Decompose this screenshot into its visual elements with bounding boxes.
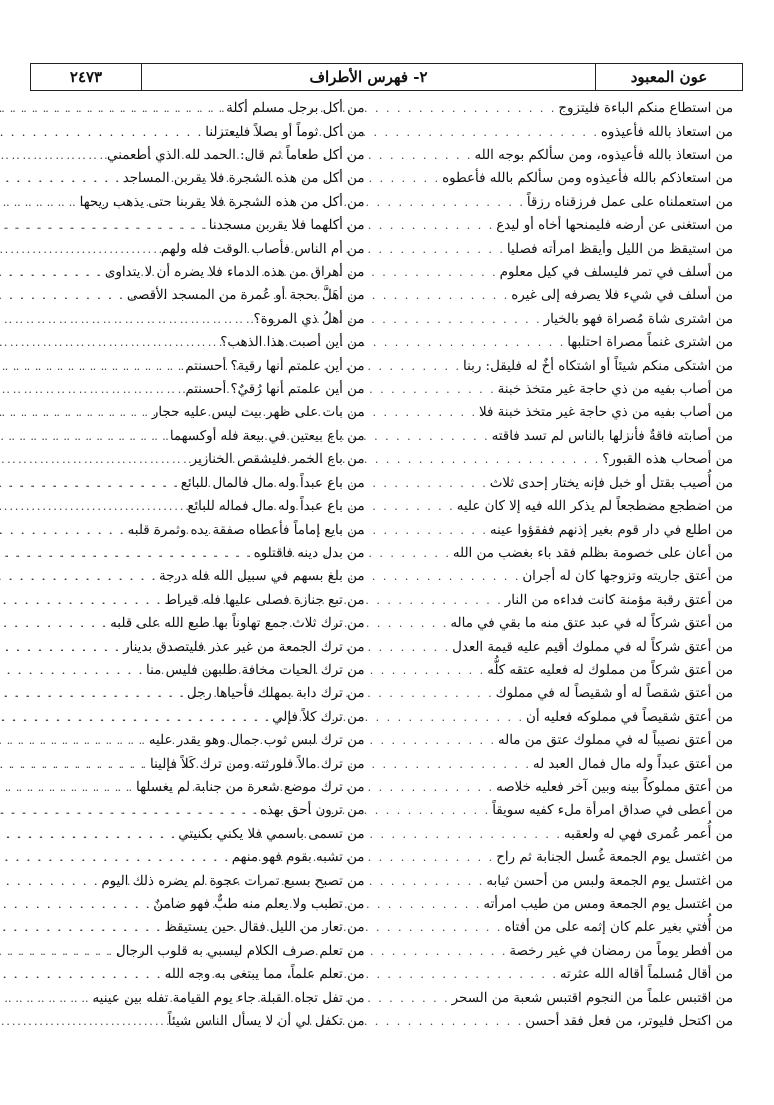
entry-text: من ترك كلاً فإلي [272,709,365,725]
leader-dots [0,594,165,607]
index-entry [393,401,734,424]
section-title: ٢- فهرس الأطراف [309,68,428,86]
leader-dots [0,336,220,349]
index-entry [22,518,365,541]
index-entry [22,869,365,892]
index-entry [393,565,734,588]
index-entry [393,542,734,565]
index-entry [22,706,365,729]
entry-text: من باع عبداً وله مال فماله للبائع [187,499,365,515]
index-entry [393,284,734,307]
entry-text: من ترك لبس ثوب جمال وهو يقدر عليه [148,733,365,749]
entry-text: من أهَلَّ بحجة أو عُمرة من المسجد الأقصى [126,288,365,304]
entry-text: من باع الخمر فليشقص الخنازير [190,452,365,468]
index-entry [393,963,734,986]
entry-text: من تعلم صرف الكلام ليسبي به قلوب الرجال [115,943,365,959]
index-entry [393,308,734,331]
entry-text: من أُعمر عُمرى فهي له ولعقبه [563,826,733,842]
index-entry [22,472,365,495]
index-entry [393,729,734,752]
entry-text: من اشترى غنماً مصراة احتلبها [567,335,733,351]
entry-text: من أعتق شركاً من مملوك له فعليه عتقه كلُّه [487,662,733,678]
leader-dots [0,500,187,513]
entry-text: من استغنى عن أرضه فليمنحها أخاه أو ليدع [496,218,733,234]
entry-text: من اقتبس علماً من النجوم اقتبس شعبة من السحر [451,990,733,1006]
entry-text: من أعطى في صداق امرأة ملء كفيه سويقاً [492,803,733,819]
entry-text: من أين علمتم أنها رقية؟ أحسنتم [185,358,365,374]
index-entry [22,542,365,565]
leader-dots [0,945,116,958]
index-entry [393,986,734,1009]
entry-text: من أعتق جاريته وتزوجها كان له أجران [522,569,733,585]
leader-dots [0,734,149,747]
entry-text: من استعاذكم بالله فأعيذوه ومن سألكم بالله فأعطوه [442,171,733,187]
entry-text: من تطبب ولا يعلم منه طبٌّ فهو ضامنٌ [153,897,365,913]
index-entry [22,1010,365,1033]
entry-text: من تعار من الليل فقال حين يستيقظ [164,920,365,936]
index-columns [18,97,743,1082]
index-entry [22,963,365,986]
leader-dots [0,149,107,162]
index-entry [393,799,734,822]
leader-dots [0,219,209,232]
entry-text: من ترك ثلاث جمع تهاوناً بها طبع الله على قلبه [110,616,365,632]
entry-text: من أكلهما فلا يقربن مسجدنا [208,218,365,234]
entry-text: من أين أصبت هذا الذهب؟ [220,335,365,351]
index-entry [393,776,734,799]
entry-text: من أعتق شقيصاً في مملوكه فعليه أن [526,709,733,725]
index-entry [393,97,734,120]
index-entry [393,823,734,846]
entry-text: من ترك الجمعة من غير عذر فليتصدق بدينار [123,639,365,655]
leader-dots [0,968,165,981]
leader-dots [0,758,150,771]
right-column [381,97,744,1082]
leader-dots [0,383,185,396]
leader-dots [0,804,260,817]
leader-dots [0,289,127,302]
index-entry [393,682,734,705]
index-entry [393,214,734,237]
index-entry [22,354,365,377]
index-entry [22,565,365,588]
index-entry [393,752,734,775]
entry-text: من أعتق شركاً له في مملوك أقيم عليه قيمة العدل [452,639,733,655]
leader-dots [0,617,110,630]
index-entry [22,495,365,518]
leader-dots [0,172,123,185]
index-entry [393,261,734,284]
leader-dots [0,477,181,490]
index-entry [22,144,365,167]
entry-text: من بدل دينه فاقتلوه [253,545,365,561]
entry-text: من أعتق شقصاً له أو شقيصاً له في مملوك [495,686,733,702]
left-column [18,97,381,1082]
index-entry [22,120,365,143]
page-header [30,63,743,91]
leader-dots [0,524,128,537]
index-entry [22,401,365,424]
leader-dots [0,126,205,139]
leader-dots [0,196,80,209]
entry-text: من ترك موضع شعرة من جنابة لم يغسلها [136,779,365,795]
entry-text: من أصابته فاقةٌ فأنزلها بالناس لم تسد فاقته [491,428,733,444]
entry-text: من بلغ بسهم في سبيل الله فله درجة [158,569,365,585]
leader-dots [0,547,254,560]
index-entry [393,589,734,612]
index-entry [393,167,734,190]
index-entry [22,378,365,401]
index-entry [22,916,365,939]
entry-text: من أصاب بفيه من ذي حاجة غير متخذ خبنة [497,382,733,398]
entry-text: من بايع إماماً فأعطاه صفقة يده وثمرة قلبه [127,522,365,538]
entry-text: من استعاذ بالله فأعيذوه، ومن سألكم بوجه الله [474,148,733,164]
entry-text: من ترك الحيات مخافة طلبهن فليس منا [146,662,365,678]
index-entry [22,308,365,331]
leader-dots [0,828,178,841]
index-entry [393,846,734,869]
leader-dots [0,453,191,466]
leader-dots [0,687,187,700]
leader-dots [0,406,152,419]
entry-text: من أهلُ ذي المروة؟ [253,311,365,327]
entry-text: من اطلع في دار قوم بغير إذنهم ففقؤوا عينه [489,522,733,538]
index-entry [393,331,734,354]
index-entry [393,237,734,260]
index-entry [393,612,734,635]
index-entry [22,823,365,846]
index-entry [22,799,365,822]
leader-dots [0,430,170,443]
index-entry [393,869,734,892]
entry-text: من استيقظ من الليل وأيقظ امرأته فصليا [506,241,733,257]
index-entry [22,448,365,471]
entry-text: من أقال مُسلماً أقاله الله عثرته [559,967,733,983]
index-entry [393,354,734,377]
entry-text: من ترك مالاً فلورثته ومن ترك كَلاً فإلينا [150,756,365,772]
index-entry [22,682,365,705]
index-entry [393,706,734,729]
entry-text: من أعتق رقبة مؤمنة كانت فداءه من النار [504,592,733,608]
index-entry [22,635,365,658]
leader-dots [0,570,159,583]
index-entry [22,612,365,635]
entry-text: من تفل تجاه القبلة جاء يوم القيامة تفله بين عينيه [92,990,365,1006]
entry-text: من استعملناه على عمل فرزقناه رزقاً [526,194,733,210]
index-entry [22,940,365,963]
leader-dots [0,243,161,256]
leader-dots [0,711,272,724]
entry-text: من أكل برجل مسلم أكلة [226,101,365,117]
entry-text: من أعتق مملوكاً بينه وبين آخر فعليه خلاصه [496,779,733,795]
entry-text: من تعلم علماً، مما يبتغى به وجه الله [164,967,365,983]
entry-text: من أصاب بفيه من ذي حاجة غير متخذ خبنة فلا [478,405,733,421]
index-entry [393,378,734,401]
index-entry [22,589,365,612]
index-entry [22,97,365,120]
entry-text: من بات على ظهر بيت ليس عليه حجار [151,405,365,421]
index-entry [393,120,734,143]
leader-dots [0,313,253,326]
leader-dots [0,921,164,934]
index-entry [22,331,365,354]
leader-dots [0,781,136,794]
index-entry [393,659,734,682]
index-entry [393,635,734,658]
entry-text: من أهراق من هذه الدماء فلا يضره أن لا يتداوى [104,265,365,281]
index-entry [22,425,365,448]
page-number: ٢٤٧٣ [31,64,142,90]
leader-dots [0,898,153,911]
entry-text: من اشتكى منكم شيئاً أو اشتكاه أخٌ له فليقل: ربنا [462,358,733,374]
index-entry [22,237,365,260]
entry-text: من أكل ثوماً أو بصلاً فليعتزلنا [205,124,365,140]
index-entry [393,425,734,448]
leader-dots [0,875,101,888]
entry-text: من أين علمتم أنها رُقيٌ؟ أحسنتم [185,382,365,398]
index-entry [22,214,365,237]
entry-text: من تصبح بسبع تمرات عجوة لم يضره ذلك اليوم [101,873,365,889]
index-entry [393,191,734,214]
entry-text: من أعتق شركاً له في عبد عتق منه ما بقي في ماله [450,616,733,632]
entry-text: من أكل من هذه الشجرة فلا يقربن المساجد [122,171,365,187]
leader-dots [0,102,226,115]
book-title: عون المعبود [595,64,742,90]
index-entry [393,448,734,471]
entry-text: من استطاع منكم الباءة فليتزوج [558,101,733,117]
entry-text: من تشبه بقوم فهو منهم [231,850,365,866]
index-entry [22,846,365,869]
index-entry [393,144,734,167]
leader-dots [0,664,146,677]
index-entry [22,659,365,682]
index-entry [393,1010,734,1033]
entry-text: من اغتسل يوم الجمعة ومس من طيب امرأته [483,897,733,913]
entry-text: من اغتسل يوم الجمعة ولبس من أحسن ثيابه [486,873,733,889]
leader-dots [0,992,92,1005]
entry-text: من أعتق نصيباً له في مملوك عتق من ماله [497,733,733,749]
entry-text: من أم الناس فأصاب الوقت فله ولهم [160,241,365,257]
entry-text: من باع عبداً وله مال فالمال للبائع [180,475,365,491]
entry-text: من تبع جنازة فصلى عليها فله قيراط [164,592,365,608]
leader-dots [0,360,185,373]
entry-text: من أعتق عبداً وله مال فمال العبد له [532,756,733,772]
entry-text: من أصحاب هذه القبور؟ [602,452,733,468]
index-entry [22,167,365,190]
leader-dots [0,1015,168,1028]
entry-text: من اغتسل يوم الجمعة غُسل الجنابة ثم راح [496,850,733,866]
index-entry [22,752,365,775]
entry-text: من تكفل لي أن لا يسأل الناس شيئاً [167,1014,365,1030]
entry-text: من أُصيب بقتل أو خبل فإنه يختار إحدى ثلاث [489,475,733,491]
index-entry [393,893,734,916]
entry-text: من أُفتي بغير علم كان إثمه على من أفتاه [504,920,733,936]
index-entry [22,776,365,799]
leader-dots [0,641,123,654]
index-entry [22,729,365,752]
entry-text: من ترون أحق بهذه [259,803,365,819]
index-entry [22,893,365,916]
index-entry [22,261,365,284]
entry-text: من اكتحل فليوتر، من فعل فقد أحسن [525,1014,733,1030]
index-entry [22,986,365,1009]
index-entry [393,495,734,518]
entry-text: من أسلف في تمر فليسلف في كيل معلوم [499,265,733,281]
index-entry [22,284,365,307]
entry-text: من تسمى باسمي فلا يكني بكنيتي [178,826,365,842]
index-entry [393,518,734,541]
entry-text: من اضطجع مضطجعاً لم يذكر الله فيه إلا كان عليه [456,499,733,515]
entry-text: من أعان على خصومة بظلم فقد باء بغضب من الله [452,545,733,561]
index-entry [393,472,734,495]
entry-text: من أكل طعاماً ثم قال: الحمد لله الذي أطعمني [107,148,365,164]
entry-text: من أسلف في شيء فلا يصرفه إلى غيره [511,288,733,304]
entry-text: من ترك دابة بمهلك فأحياها رجل [186,686,365,702]
index-entry [22,191,365,214]
leader-dots [0,851,232,864]
index-entry [393,940,734,963]
entry-text: من استعاذ بالله فأعيذوه [600,124,733,140]
entry-text: من باع بيعتين في بيعة فله أوكسهما [169,428,365,444]
entry-text: من أكل من هذه الشجرة فلا يقربنا حتى يذهب ريحها [79,194,365,210]
entry-text: من اشترى شاة مُصراة فهو بالخيار [543,311,733,327]
index-entry [393,916,734,939]
entry-text: من أفطر يوماً من رمضان في غير رخصة [509,943,733,959]
leader-dots [0,266,105,279]
